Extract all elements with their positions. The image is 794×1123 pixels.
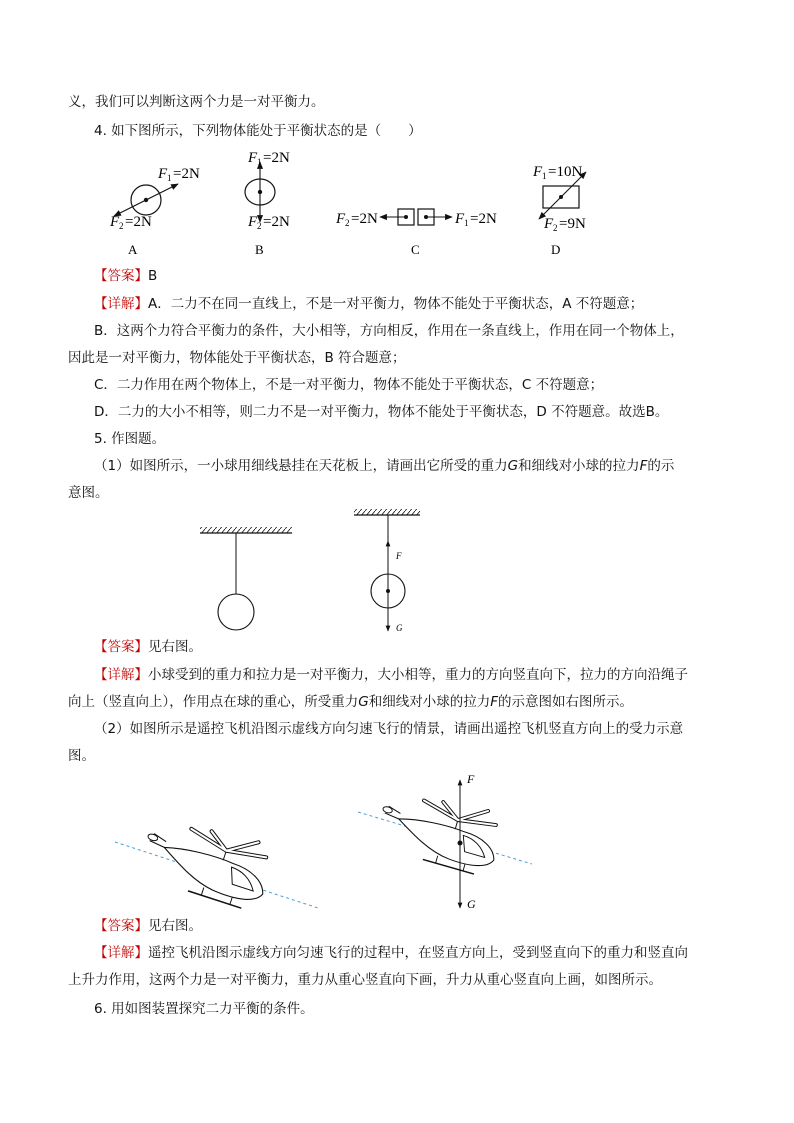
svg-text:=2N: =2N (125, 214, 152, 230)
option-d-label: D (551, 242, 561, 257)
svg-text:2: 2 (345, 218, 350, 228)
option-d-diagram (532, 164, 586, 257)
question-5: 5. 作图题。 (94, 431, 166, 447)
force-f-label: F (467, 772, 475, 786)
svg-text:2: 2 (257, 221, 262, 231)
svg-text:=2N: =2N (351, 211, 378, 227)
q5-2-figure (110, 768, 540, 918)
detail-5-2-a: 【详解】遥控飞机沿图示虚线方向匀速飞行的过程中，在竖直方向上，受到竖直向下的重力和竖直向 (94, 945, 688, 961)
svg-text:=2N: =2N (263, 150, 290, 166)
option-b-label: B (255, 242, 264, 257)
answer-5-2: 【答案】见右图。 (94, 918, 202, 934)
svg-text:F: F (455, 211, 465, 227)
svg-text:=2N: =2N (263, 214, 290, 230)
question-6: 6. 用如图装置探究二力平衡的条件。 (94, 1001, 314, 1017)
svg-text:F: F (544, 216, 554, 232)
svg-text:1: 1 (542, 171, 547, 181)
question-5-1-cont: 意图。 (68, 485, 109, 501)
force-f-label: F (396, 551, 402, 561)
option-a-diagram (109, 166, 200, 257)
detail-5-1-b: 向上（竖直向上），作用点在球的重心，所受重力G和细线对小球的拉力F的示意图如右图所示。 (68, 694, 633, 710)
force-g-label: G (467, 897, 476, 911)
svg-text:1: 1 (257, 157, 262, 167)
force-g-label: G (396, 623, 403, 633)
svg-text:F: F (110, 214, 120, 230)
question-4: 4. 如下图所示，下列物体能处于平衡状态的是（ ） (94, 123, 422, 139)
svg-text:F: F (336, 211, 346, 227)
option-b-diagram (245, 150, 290, 257)
detail-5-2-b: 上升力作用，这两个力是一对平衡力，重力从重心竖直向下画，升力从重心竖直向上画，如图所示。 (68, 972, 662, 988)
svg-text:=9N: =9N (559, 216, 586, 232)
question-5-1: （1）如图所示，一小球用细线悬挂在天花板上，请画出它所受的重力G和细线对小球的拉力F的示 (94, 458, 675, 474)
detail-4-b1: B．这两个力符合平衡力的条件，大小相等，方向相反，作用在一条直线上，作用在同一个物体上， (94, 323, 684, 339)
detail-4-c: C．二力作用在两个物体上，不是一对平衡力，物体不能处于平衡状态，C 不符题意； (94, 377, 604, 393)
svg-text:F: F (248, 214, 258, 230)
option-c-diagram (335, 209, 497, 257)
detail-4-a: 【详解】A．二力不在同一直线上，不是一对平衡力，物体不能处于平衡状态，A 不符题意； (94, 296, 644, 312)
question-5-2: （2）如图所示是遥控飞机沿图示虚线方向匀速飞行的情景，请画出遥控飞机竖直方向上的受力示意 (94, 721, 684, 737)
option-c-label: C (411, 242, 420, 257)
detail-5-1-a: 【详解】小球受到的重力和拉力是一对平衡力，大小相等，重力的方向竖直向下，拉力的方向沿绳子 (94, 667, 688, 683)
text-line: 义，我们可以判断这两个力是一对平衡力。 (68, 94, 325, 110)
q4-figure (100, 146, 620, 264)
answer-5-1: 【答案】见右图。 (94, 639, 202, 655)
option-a-label: A (128, 242, 138, 257)
detail-4-b2: 因此是一对平衡力，物体能处于平衡状态，B 符合题意； (68, 350, 406, 366)
svg-text:1: 1 (167, 173, 172, 183)
svg-text:=2N: =2N (173, 166, 200, 182)
q5-1-figure (190, 505, 430, 635)
detail-4-d: D．二力的大小不相等，则二力不是一对平衡力，物体不能处于平衡状态，D 不符题意。故选B。 (94, 404, 669, 420)
force-label: F (158, 166, 168, 182)
svg-text:1: 1 (464, 218, 469, 228)
helicopter-right (358, 772, 532, 911)
svg-text:2: 2 (119, 221, 124, 231)
answer-4: 【答案】B (94, 268, 158, 284)
question-5-2-cont: 图。 (68, 748, 95, 764)
svg-text:F: F (248, 150, 258, 166)
svg-text:=10N: =10N (548, 164, 583, 180)
helicopter-left (115, 809, 318, 913)
svg-text:F: F (533, 164, 543, 180)
svg-text:=2N: =2N (470, 211, 497, 227)
svg-text:2: 2 (553, 223, 558, 233)
